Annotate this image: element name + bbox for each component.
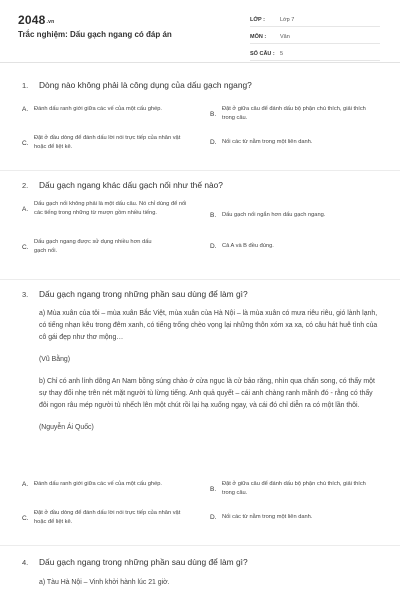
- question-text: Dòng nào không phải là công dụng của dấu gạch ngang?: [39, 80, 252, 90]
- meta-value: Văn: [280, 33, 290, 40]
- meta-subject: [250, 30, 380, 44]
- meta-value: 5: [280, 50, 284, 57]
- page-title: Trắc nghiệm: Dấu gạch ngang có đáp án: [18, 30, 172, 39]
- question-text: Dấu gạch ngang trong những phần sau dùng để làm gì?: [39, 557, 248, 567]
- option-label: C.: [22, 514, 29, 522]
- option-c[interactable]: [22, 509, 200, 527]
- option-text: Nối các từ nằm trong một liên danh.: [222, 139, 313, 145]
- option-label: B.: [210, 212, 217, 219]
- option-text: Đặt ở đầu dòng để đánh dấu lời nói trực tiếp của nhân vật hoặc để liệt kê.: [34, 510, 181, 525]
- option-label: D.: [210, 243, 217, 250]
- question-number: 3.: [22, 290, 29, 299]
- passage-source: (Vũ Bằng): [39, 356, 71, 363]
- page-header: [0, 0, 400, 63]
- option-label: B.: [210, 110, 217, 118]
- option-text: Đánh dấu ranh giới giữa các vế của một cấu ghép.: [34, 106, 162, 112]
- option-text: Cả A và B đều đúng.: [222, 243, 274, 249]
- passage-paragraph: a) Tàu Hà Nội – Vinh khởi hành lúc 21 giờ.: [39, 579, 170, 586]
- option-label: D.: [210, 514, 217, 521]
- option-label: C.: [22, 243, 29, 251]
- question-text: Dấu gạch ngang trong những phần sau dùng để làm gì?: [39, 289, 248, 299]
- passage: [39, 577, 382, 589]
- option-text: Nối các từ nằm trong một liên danh.: [222, 514, 313, 520]
- question-1: [22, 80, 382, 150]
- question-2: [22, 180, 382, 254]
- option-label: A.: [22, 106, 29, 113]
- passage-source: (Nguyễn Ái Quốc): [39, 424, 94, 431]
- option-label: A.: [22, 481, 29, 488]
- options-grid: [22, 105, 382, 150]
- options-grid: [22, 480, 382, 525]
- option-a[interactable]: [22, 480, 200, 489]
- option-text: Đặt ở giữa câu để đánh dấu bộ phận chú thích, giải thích trong câu.: [222, 106, 366, 121]
- option-b[interactable]: [210, 211, 382, 220]
- divider: [0, 279, 400, 280]
- option-a[interactable]: [22, 200, 202, 218]
- option-text: Đánh dấu ranh giới giữa các vế của một cấu ghép.: [34, 481, 162, 487]
- question-number: 1.: [22, 81, 29, 90]
- option-label: D.: [210, 139, 217, 146]
- logo-tld: .vn: [46, 19, 55, 25]
- meta-value: Lớp 7: [280, 16, 295, 23]
- quiz-meta: [250, 13, 380, 64]
- meta-label: MÔN :: [250, 33, 267, 40]
- option-label: B.: [210, 485, 217, 493]
- question-3: [22, 289, 382, 525]
- meta-label: LỚP :: [250, 16, 265, 23]
- option-d[interactable]: [210, 513, 382, 522]
- question-4: [22, 557, 382, 586]
- question-number: 2.: [22, 181, 29, 190]
- option-text: Đặt ở đầu dòng để đánh dấu lời nói trực tiếp của nhân vật hoặc để liệt kê.: [34, 135, 181, 150]
- option-label: C.: [22, 139, 29, 147]
- question-number: 4.: [22, 558, 29, 567]
- passage: [39, 308, 382, 434]
- option-c[interactable]: [22, 134, 200, 152]
- option-text: Đặt ở giữa câu để đánh dấu bộ phận chú thích, giải thích trong câu.: [222, 481, 366, 496]
- option-text: Dấu gạch nối ngắn hơn dấu gạch ngang.: [222, 212, 326, 218]
- option-c[interactable]: [22, 238, 200, 256]
- site-logo[interactable]: 2048.vn: [18, 13, 55, 27]
- passage-paragraph: b) Chỉ có anh lính dõng An Nam bồng súng chào ở cửa ngục là cử bảo răng, nhìn qua chấn song, có thấy một sự thay đổi nhẹ trên nét mặt người tù lừng tiếng. Anh quả quyết – cái anh chàng ranh mãnh đó - rằng có thấy đôi ngon râu mép người tù nhếch lên một chút rồi lại hạ xuống ngay, và cái đó chỉ diễn ra có một lần thôi.: [39, 378, 375, 409]
- passage-paragraph: a) Mùa xuân của tôi – mùa xuân Bắc Việt, mùa xuân của Hà Nội – là mùa xuân có mưa riêu riêu, gió lành lạnh, có tiếng nhạn kêu trong đêm xanh, có tiếng trống chèo vọng lại những thôn xóm xa xa, có câu hát huê tình của cô gái đẹp như thơ mộng…: [39, 310, 378, 341]
- meta-question-count: [250, 47, 380, 61]
- option-text: Dấu gạch nối không phải là một dấu câu. Nó chỉ dùng để nối các tiếng trong những từ mượn gồm nhiều tiếng.: [34, 201, 187, 216]
- option-b[interactable]: [210, 105, 382, 123]
- question-text: Dấu gạch ngang khác dấu gạch nối như thế nào?: [39, 180, 223, 190]
- option-d[interactable]: [210, 242, 382, 251]
- option-b[interactable]: [210, 480, 382, 498]
- divider: [0, 545, 400, 546]
- option-a[interactable]: [22, 105, 200, 114]
- meta-label: SỐ CÂU :: [250, 50, 275, 57]
- option-label: A.: [22, 205, 29, 213]
- options-grid: [22, 200, 382, 254]
- option-d[interactable]: [210, 138, 382, 147]
- option-text: Dấu gạch ngang được sử dụng nhiều hơn dấu gạch nối.: [34, 239, 152, 254]
- meta-class: [250, 13, 380, 27]
- divider: [0, 170, 400, 171]
